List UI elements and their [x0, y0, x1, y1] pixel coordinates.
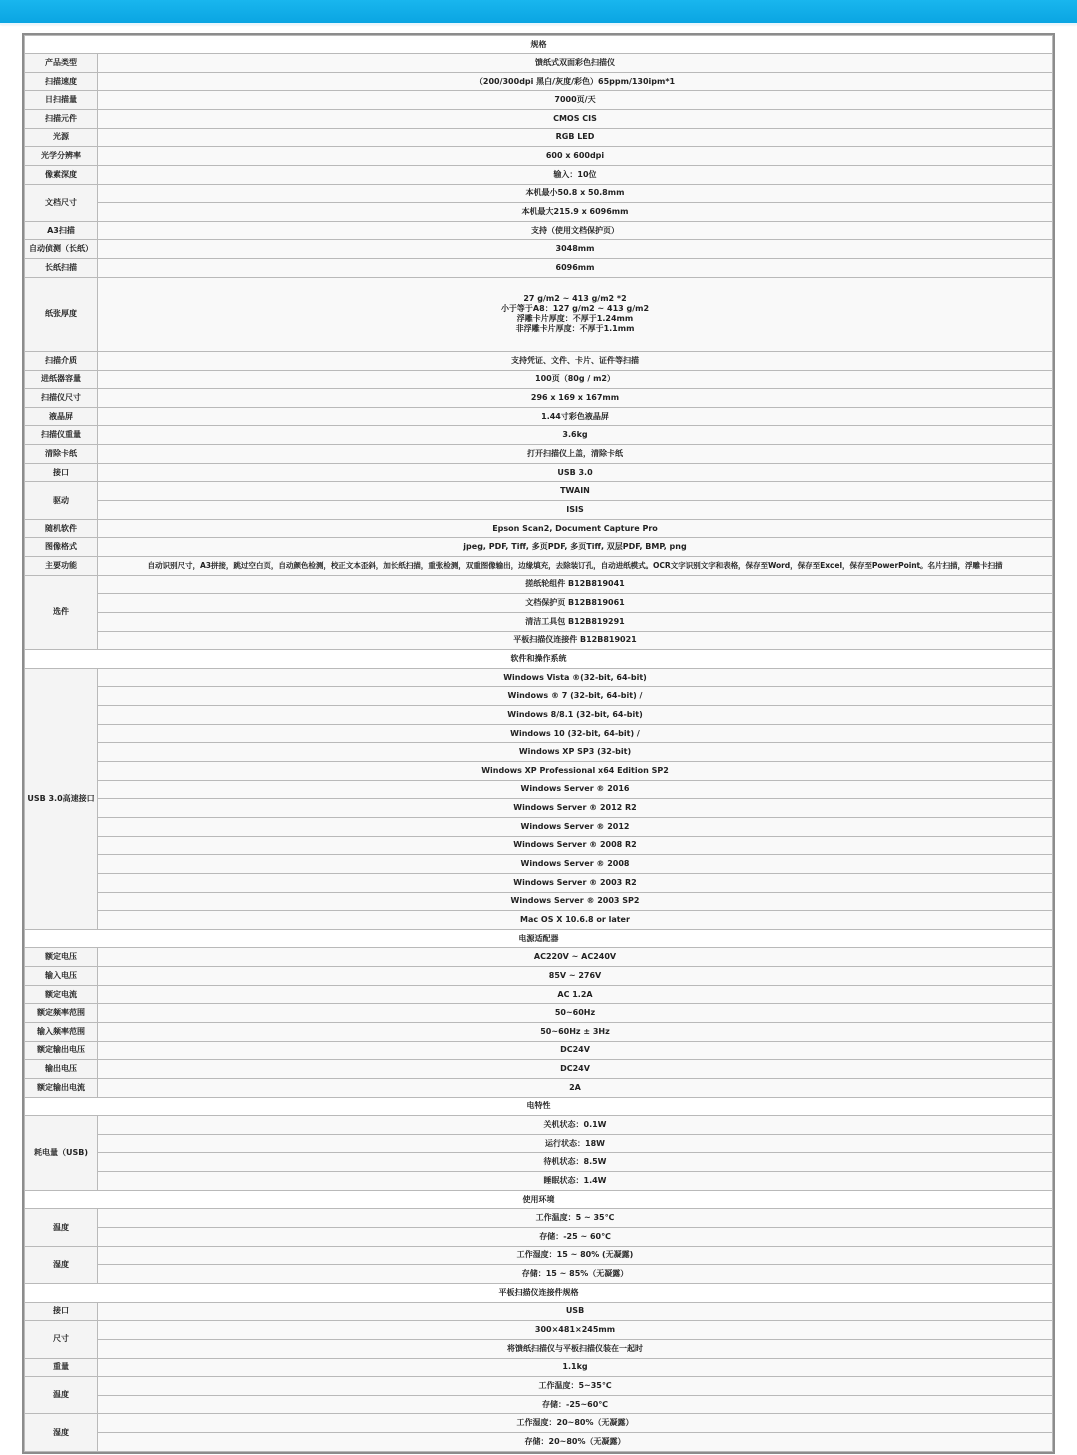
thickness-line: 浮雕卡片厚度：不厚于1.24mm	[516, 314, 634, 324]
row-label: 日扫描量	[25, 91, 98, 110]
row-value: （200/300dpi 黑白/灰度/彩色）65ppm/130ipm*1	[98, 72, 1053, 91]
table-row	[25, 612, 1053, 631]
section-title-adapter: 电源适配器	[25, 929, 1053, 948]
table-row	[25, 1377, 1053, 1396]
table-row	[25, 780, 1053, 799]
table-row	[25, 1302, 1053, 1321]
row-label: 温度	[25, 1209, 98, 1246]
table-row	[25, 911, 1053, 930]
row-value: 3048mm	[98, 240, 1053, 259]
table-row	[25, 426, 1053, 445]
table-row	[25, 1172, 1053, 1191]
os-item: Windows XP Professional x64 Edition SP2	[98, 762, 1053, 781]
row-label: 重量	[25, 1358, 98, 1377]
row-value: AC 1.2A	[98, 985, 1053, 1004]
row-value: 存储：20~80%（无凝露）	[98, 1433, 1053, 1452]
table-row	[25, 240, 1053, 259]
table-row	[25, 762, 1053, 781]
section-row	[25, 1283, 1053, 1302]
row-label: 输入频率范围	[25, 1022, 98, 1041]
row-label: 液晶屏	[25, 407, 98, 426]
table-row	[25, 668, 1053, 687]
row-value: 搓纸轮组件 B12B819041	[98, 575, 1053, 594]
table-row	[25, 91, 1053, 110]
row-value: RGB LED	[98, 128, 1053, 147]
table-row	[25, 1339, 1053, 1358]
section-row	[25, 1097, 1053, 1116]
table-row	[25, 147, 1053, 166]
section-row	[25, 650, 1053, 669]
row-value: 关机状态：0.1W	[98, 1116, 1053, 1135]
table-row	[25, 221, 1053, 240]
row-label: 选件	[25, 575, 98, 650]
os-item: Windows 8/8.1 (32-bit, 64-bit)	[98, 706, 1053, 725]
table-row	[25, 1433, 1053, 1452]
table-row	[25, 631, 1053, 650]
row-label: 自动侦测（长纸）	[25, 240, 98, 259]
row-label: 湿度	[25, 1246, 98, 1283]
row-value-multiline	[98, 277, 1053, 351]
row-label: 额定频率范围	[25, 1004, 98, 1023]
os-item: Windows ® 7 (32-bit, 64-bit) /	[98, 687, 1053, 706]
row-value: 6096mm	[98, 259, 1053, 278]
table-row	[25, 1358, 1053, 1377]
spec-table	[24, 35, 1053, 1452]
row-value: 存储：15 ~ 85%（无凝露）	[98, 1265, 1053, 1284]
thickness-line: 非浮雕卡片厚度：不厚于1.1mm	[515, 324, 635, 334]
section-title-flatbed: 平板扫描仪连接件规格	[25, 1283, 1053, 1302]
row-value: 300×481×245mm	[98, 1321, 1053, 1340]
row-value: jpeg, PDF, Tiff, 多页PDF, 多页Tiff, 双层PDF, BMP, png	[98, 538, 1053, 557]
table-row	[25, 1395, 1053, 1414]
section-title-electrical: 电特性	[25, 1097, 1053, 1116]
table-row	[25, 706, 1053, 725]
table-row	[25, 128, 1053, 147]
row-label: 扫描介质	[25, 351, 98, 370]
row-value: 待机状态：8.5W	[98, 1153, 1053, 1172]
table-row	[25, 72, 1053, 91]
thickness-line: 小于等于A8：127 g/m2 ~ 413 g/m2	[500, 304, 650, 314]
row-value: 2A	[98, 1078, 1053, 1097]
os-item: Windows Server ® 2012 R2	[98, 799, 1053, 818]
table-row	[25, 575, 1053, 594]
row-label: 输出电压	[25, 1060, 98, 1079]
row-value: 支持（使用文档保护页）	[98, 221, 1053, 240]
table-row	[25, 799, 1053, 818]
row-value: 平板扫描仪连接件 B12B819021	[98, 631, 1053, 650]
row-value: 清洁工具包 B12B819291	[98, 612, 1053, 631]
table-row	[25, 109, 1053, 128]
table-row	[25, 724, 1053, 743]
row-label: A3扫描	[25, 221, 98, 240]
table-row	[25, 370, 1053, 389]
table-row	[25, 463, 1053, 482]
row-label: 额定电压	[25, 948, 98, 967]
os-item: Mac OS X 10.6.8 or later	[98, 911, 1053, 930]
table-row	[25, 277, 1053, 351]
row-value: 存储：-25~60℃	[98, 1395, 1053, 1414]
table-row	[25, 184, 1053, 203]
row-value: TWAIN	[98, 482, 1053, 501]
table-row	[25, 1153, 1053, 1172]
row-label: 像素深度	[25, 165, 98, 184]
table-row	[25, 1078, 1053, 1097]
row-value: 本机最小50.8 x 50.8mm	[98, 184, 1053, 203]
os-item: Windows Server ® 2003 SP2	[98, 892, 1053, 911]
row-label: 温度	[25, 1377, 98, 1414]
table-row	[25, 1004, 1053, 1023]
row-value: 运行状态：18W	[98, 1134, 1053, 1153]
table-row	[25, 538, 1053, 557]
section-row	[25, 1190, 1053, 1209]
os-item: Windows Server ® 2008	[98, 855, 1053, 874]
row-value: 存储：-25 ~ 60℃	[98, 1228, 1053, 1247]
row-label: USB 3.0高速接口	[25, 668, 98, 929]
table-row	[25, 351, 1053, 370]
table-row	[25, 389, 1053, 408]
row-value: CMOS CIS	[98, 109, 1053, 128]
row-value: 100页（80g / m2）	[98, 370, 1053, 389]
os-item: Windows Vista ®(32-bit, 64-bit)	[98, 668, 1053, 687]
row-value: 文档保护页 B12B819061	[98, 594, 1053, 613]
row-label: 长纸扫描	[25, 259, 98, 278]
table-row	[25, 1414, 1053, 1433]
table-row	[25, 873, 1053, 892]
row-label: 产品类型	[25, 54, 98, 73]
row-label: 随机软件	[25, 519, 98, 538]
table-row	[25, 1041, 1053, 1060]
table-row	[25, 967, 1053, 986]
row-label: 湿度	[25, 1414, 98, 1452]
table-row	[25, 594, 1053, 613]
row-value: 工作湿度：20~80%（无凝露）	[98, 1414, 1053, 1433]
row-label: 驱动	[25, 482, 98, 519]
table-row	[25, 1116, 1053, 1135]
row-value: 打开扫描仪上盖，清除卡纸	[98, 445, 1053, 464]
row-label: 额定输出电压	[25, 1041, 98, 1060]
row-label: 扫描元件	[25, 109, 98, 128]
row-label: 接口	[25, 463, 98, 482]
table-row	[25, 687, 1053, 706]
table-row	[25, 165, 1053, 184]
table-row	[25, 743, 1053, 762]
row-label: 扫描仪重量	[25, 426, 98, 445]
table-row	[25, 1209, 1053, 1228]
top-banner	[0, 0, 1077, 23]
row-label: 光源	[25, 128, 98, 147]
thickness-line: 27 g/m2 ~ 413 g/m2 *2	[523, 294, 627, 304]
table-row	[25, 892, 1053, 911]
os-item: Windows Server ® 2012	[98, 817, 1053, 836]
table-row	[25, 1134, 1053, 1153]
table-row	[25, 519, 1053, 538]
row-label: 额定输出电流	[25, 1078, 98, 1097]
row-label: 输入电压	[25, 967, 98, 986]
row-value: 85V ~ 276V	[98, 967, 1053, 986]
row-value: USB 3.0	[98, 463, 1053, 482]
row-value: 馈纸式双面彩色扫描仪	[98, 54, 1053, 73]
os-item: Windows Server ® 2008 R2	[98, 836, 1053, 855]
table-row	[25, 1060, 1053, 1079]
row-label: 接口	[25, 1302, 98, 1321]
row-value: 296 x 169 x 167mm	[98, 389, 1053, 408]
row-label: 额定电流	[25, 985, 98, 1004]
row-value: AC220V ~ AC240V	[98, 948, 1053, 967]
row-label: 扫描仪尺寸	[25, 389, 98, 408]
row-label: 主要功能	[25, 556, 98, 575]
os-item: Windows Server ® 2016	[98, 780, 1053, 799]
row-label: 光学分辨率	[25, 147, 98, 166]
table-row	[25, 836, 1053, 855]
row-value: Epson Scan2, Document Capture Pro	[98, 519, 1053, 538]
row-value: 600 x 600dpi	[98, 147, 1053, 166]
row-value: 3.6kg	[98, 426, 1053, 445]
row-label: 进纸器容量	[25, 370, 98, 389]
table-row	[25, 855, 1053, 874]
section-title-spec: 规格	[25, 36, 1053, 54]
os-item: Windows 10 (32-bit, 64-bit) /	[98, 724, 1053, 743]
row-value: 50~60Hz	[98, 1004, 1053, 1023]
row-value: 1.1kg	[98, 1358, 1053, 1377]
section-row	[25, 36, 1053, 54]
table-row	[25, 817, 1053, 836]
row-value: 输入：10位	[98, 165, 1053, 184]
top-banner-strip	[0, 23, 1077, 25]
row-value: 工作温度：5~35℃	[98, 1377, 1053, 1396]
row-value: 7000页/天	[98, 91, 1053, 110]
row-value: USB	[98, 1302, 1053, 1321]
row-value: DC24V	[98, 1060, 1053, 1079]
row-label: 图像格式	[25, 538, 98, 557]
table-row	[25, 501, 1053, 520]
row-label: 清除卡纸	[25, 445, 98, 464]
row-value: 睡眠状态：1.4W	[98, 1172, 1053, 1191]
table-row	[25, 407, 1053, 426]
table-row	[25, 1321, 1053, 1340]
row-value: 支持凭证、文件、卡片、证件等扫描	[98, 351, 1053, 370]
table-row	[25, 445, 1053, 464]
os-item: Windows Server ® 2003 R2	[98, 873, 1053, 892]
row-label: 纸张厚度	[25, 277, 98, 351]
row-label: 扫描速度	[25, 72, 98, 91]
row-value: 50~60Hz ± 3Hz	[98, 1022, 1053, 1041]
row-value: 工作温度：5 ~ 35℃	[98, 1209, 1053, 1228]
table-row	[25, 556, 1053, 575]
row-value: 将馈纸扫描仪与平板扫描仪装在一起时	[98, 1339, 1053, 1358]
table-row	[25, 482, 1053, 501]
table-row	[25, 203, 1053, 222]
row-value: 自动识别尺寸，A3拼接，跳过空白页，自动颜色检测，校正文本歪斜，加长纸扫描，重张检测，双重图像输出，边缘填充，去除装订孔，自动进纸模式。OCR文字识别文字和表格，保存至Word，保存至Excel，保存至PowerPoint。名片扫描，浮雕卡扫描	[98, 556, 1053, 575]
row-value: 1.44寸彩色液晶屏	[98, 407, 1053, 426]
section-row	[25, 929, 1053, 948]
table-row	[25, 1265, 1053, 1284]
section-title-software: 软件和操作系统	[25, 650, 1053, 669]
row-label: 文档尺寸	[25, 184, 98, 221]
table-row	[25, 54, 1053, 73]
table-row	[25, 985, 1053, 1004]
row-value: 工作湿度：15 ~ 80% (无凝露)	[98, 1246, 1053, 1265]
row-value: DC24V	[98, 1041, 1053, 1060]
row-value: 本机最大215.9 x 6096mm	[98, 203, 1053, 222]
table-row	[25, 1022, 1053, 1041]
os-item: Windows XP SP3 (32-bit)	[98, 743, 1053, 762]
section-title-environment: 使用环境	[25, 1190, 1053, 1209]
table-row	[25, 1246, 1053, 1265]
row-label: 耗电量（USB)	[25, 1116, 98, 1191]
row-label: 尺寸	[25, 1321, 98, 1358]
table-row	[25, 259, 1053, 278]
row-value: ISIS	[98, 501, 1053, 520]
table-row	[25, 948, 1053, 967]
table-row	[25, 1228, 1053, 1247]
